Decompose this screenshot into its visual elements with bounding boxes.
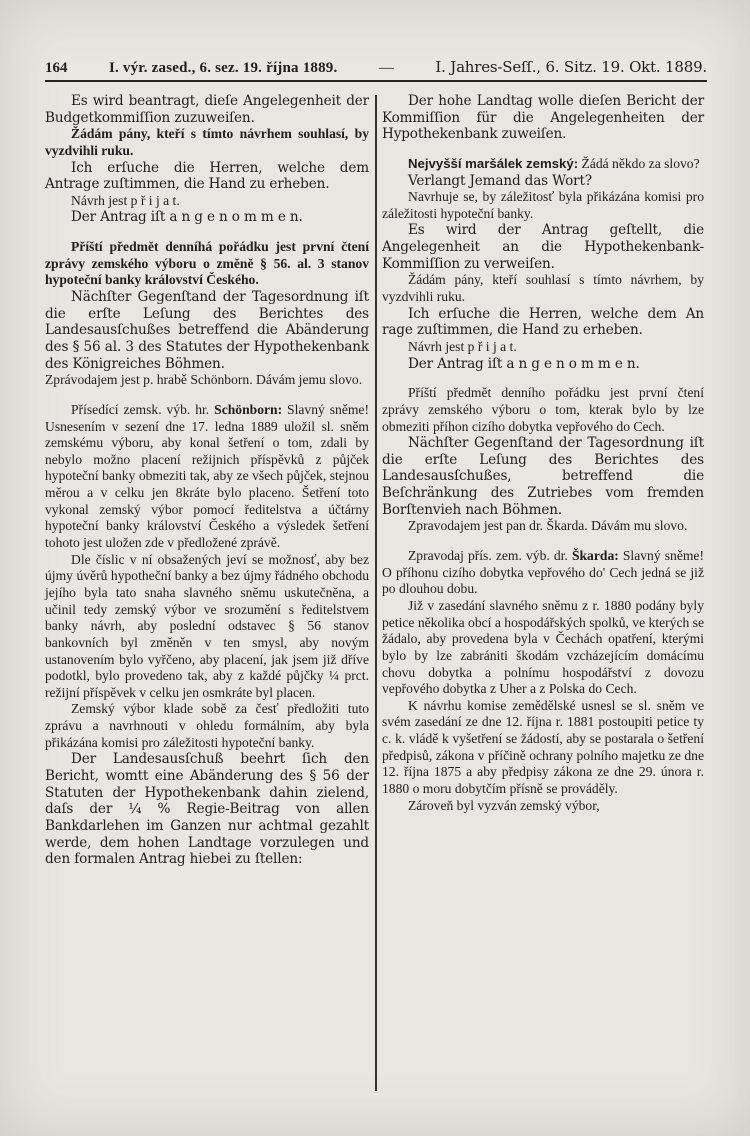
paragraph-committee-honor: Zemský výbor klade sobě za česť předložiti tuto zprávu a navrhnouti v ohledu formálním, aby byla přikázána komisi pro záležitosti hypoteční banky. bbox=[45, 701, 369, 750]
speaker-name-schoenborn: Schönborn: bbox=[214, 401, 283, 417]
paragraph-vote-call-czech: Žádám pány, kteří souhlasí s tímto návrhem, by vyzdvihli ruku. bbox=[382, 272, 704, 305]
paragraph-next-agenda-czech: Příští předmět denníhá pořádku jest první čtení zprávy zemského výboru o změně § 56. al. 3 stanov hypoteční banky království Českého. bbox=[45, 239, 369, 288]
paragraph-motion-accepted-czech: Návrh jest p ř i j a t. bbox=[71, 192, 180, 208]
paragraph-petitions-1880: Již v zasedání slavného sněmu z r. 1880 podány byly petice několika obcí a hospodářských spolků, ve kterých se žádalo, aby provedena byla v Čechách opatření, kterými bylo by lze zabrániti škodám vzcházejícím domácímu chovu dobytka a polnímu hospodářství z dovozu vepřového dobytka z Uher a z Polska do Cech. bbox=[382, 597, 705, 697]
paragraph-committee-invited: Zároveň byl vyzván zemský výbor, bbox=[408, 797, 600, 813]
column-divider-rule bbox=[375, 95, 377, 1091]
paragraph-vote-call-german: Ich erſuche die Herren, welche dem An rage zuſtimmen, die Hand zu erheben. bbox=[382, 305, 704, 339]
paragraph-motion-accepted-german: Der Antrag iſt a n g e n o m m e n. bbox=[71, 209, 303, 226]
paragraph-rapporteur-schoenborn: Zprávodajem jest p. hrabě Schönborn. Dávám jemu slovo. bbox=[45, 372, 363, 388]
paragraph-proposal-german: Es wird der Antrag geſtellt, die Angelegenheit an die Hypothekenbank-Kommiſſion zu verweiſen. bbox=[382, 222, 704, 272]
speaker-title: Zpravodaj přís. zem. výb. dr. bbox=[408, 548, 572, 564]
speaker-title: Přísedící zemsk. výb. hr. bbox=[71, 401, 215, 417]
paragraph-vote-call-german: Ich erſuche die Herren, welche dem Antrage zuſtimmen, die Hand zu erheben. bbox=[45, 159, 369, 193]
paragraph-motion-budget-commission: Es wird beantragt, dieſe Angelegenheit der Budgetkommiſſion zuzuweiſen. bbox=[45, 93, 369, 126]
paragraph-proposal-czech: Navrhuje se, by záležitosť byla přikázána komisi pro záležitosti hypoteční banky. bbox=[382, 189, 704, 221]
header-dash: — bbox=[378, 60, 394, 76]
paragraph-next-agenda-czech: Příští předmět denního pořádku jest první čtení zprávy zemského výboru o tom, kterak bylo by lze obmeziti příhon cizího dobytka vepřového do Cech. bbox=[382, 385, 704, 434]
paragraph-rapporteur-skarda: Zpravodajem jest pan dr. Škarda. Dávám mu slovo. bbox=[408, 518, 688, 534]
speech-text: Žádá někdo za slovo? bbox=[578, 155, 700, 171]
header-session-german: I. Jahres-Seſſ., 6. Sitz. 19. Okt. 1889. bbox=[435, 58, 707, 76]
paragraph-schoenborn-speech bbox=[45, 402, 369, 552]
column-left bbox=[45, 93, 369, 868]
speaker-name-skarda: Škarda: bbox=[571, 548, 619, 564]
paragraph-vote-call-czech: Žádám pány, kteří s tímto návrhem souhlasí, by vyzdvihli ruku. bbox=[45, 126, 369, 158]
paragraph-next-agenda-german: Nächſter Gegenſtand der Tagesordnung iſt die erſte Leſung des Berichtes des Landesausſchußes, betreffend die Beſchränkung des Zutriebes vom fremden Borſtenvieh nach Böhmen. bbox=[382, 435, 704, 518]
paragraph-next-agenda-german: Nächſter Gegenſtand der Tagesordnung iſt die erſte Leſung des Berichtes des Landesausſchußes betreffend die Abänderung des § 56 al. 3 des Statutes der Hypothekenbank des Königreiches Böhmen. bbox=[45, 289, 369, 372]
speech-text: Slavný sněme! Usnesením v sezení dne 17. ledna 1889 uložil sl. sněm zemskému výboru, aby konal šetření o tom, zdali by nebylo možno placení režijnich příspěvků z půjček hypoteční banky obmeziti tak, aby ze všech půjček, stejnou měrou a v celku jen 8kráte bylo placeno. Šetření toto vykonal zemský výbor pomocí ředitelstva a účtárny hypoteční banky království Českého a výsledek šetření tohoto jest uložen zde v předložené zprávě. bbox=[45, 401, 369, 551]
speech-text: Slavný sněme! O příhonu cizího dobytka vepřového do' Cech jedná se již po dlouhou dobu. bbox=[382, 548, 704, 597]
paragraph-word-request-german: Verlangt Jemand das Wort? bbox=[408, 172, 592, 189]
paragraph-marshal-question bbox=[382, 156, 704, 173]
speaker-name-marshal: Nejvyšší maršálek zemský: bbox=[408, 155, 579, 171]
page-number: 164 bbox=[45, 60, 68, 76]
paragraph-landtag-assign-report: Der hohe Landtag wolle dieſen Bericht der Kommiſſion für die Angelegenheiten der Hypothekenbank zuweiſen. bbox=[382, 93, 704, 143]
column-right bbox=[382, 93, 704, 814]
header-session-czech: I. výr. zased., 6. sez. 19. října 1889. bbox=[108, 60, 338, 76]
page-header bbox=[45, 58, 707, 82]
paragraph-motion-accepted-czech: Návrh jest p ř i j a t. bbox=[408, 338, 517, 354]
paragraph-motion-accepted-german: Der Antrag iſt a n g e n o m m e n. bbox=[408, 355, 640, 372]
two-column-layout bbox=[45, 93, 707, 1091]
paragraph-resolution-1881: K návrhu komise zemědělské usnesl se sl. sněm ve svém zasedání ze dne 12. října r. 1881 postoupiti petice ty c. k. vládě k vyšetření se žádostí, aby se postarala o šetření předpisů, zákona v příčině ochrany polního majetku ze dne 12. října 1875 a aby předpisy zákona ze dne 29. února r. 1880 o moru dobytčím přísně se prováděly. bbox=[382, 697, 704, 796]
paragraph-figures-possibility: Dle číslic v ní obsažených jeví se možnosť, aby bez újmy úvěrů hypotheční banky a bez újmy řádného obchodu jejího byla tato snaha slavného sněmu uskutečněna, a učinil tedy zemský výbor ve srozumění s ředitelstvem banky návrh, aby poslední odstavec § 56 stanov bankovních byl změněn v ten smysl, aby novým ustanovením bylo vyřčeno, aby placení, jak jsem již dříve podotkl, bylo provedeno tak, aby z každé půjčky ¼ prct. režijní příspěvek v celku jen osmkráte byl placen. bbox=[45, 551, 369, 700]
paragraph-landesausschuss-report: Der Landesausſchuß beehrt ſich den Bericht, womtt eine Abänderung des § 56 der Statuten der Hypothekenbank dahin zielend, daſs der ¼ % Regie-Beitrag von allen Bankdarlehen im Ganzen nur achtmal gezahlt werde, dem hohen Landtage vorzulegen und den formalen Antrag hiebei zu ſtellen: bbox=[45, 751, 369, 868]
paragraph-skarda-speech bbox=[382, 548, 704, 598]
